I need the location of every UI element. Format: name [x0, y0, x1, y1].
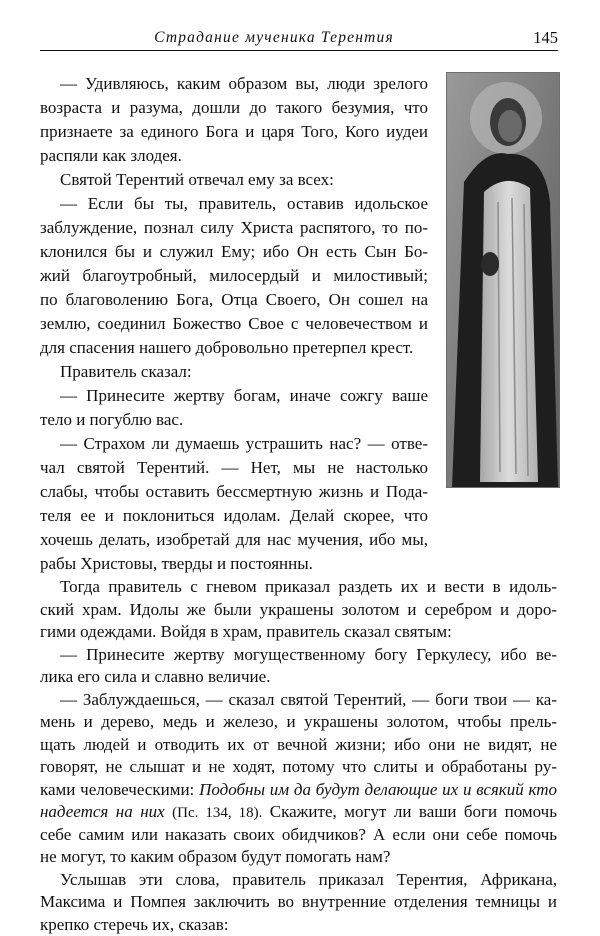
text-line: — Принесите жертву могущественному богу Геркулесу, ибо ве-: [60, 644, 557, 664]
text-line: лика его сила и славно величие.: [40, 667, 271, 686]
text-line: крепко стеречь их, сказав:: [40, 914, 229, 934]
text-line: заблуждение, познал силу Христа распятого, то по-: [40, 218, 428, 237]
saint-hand: [481, 252, 499, 276]
text-line: чал святой Терентий. — Нет, мы не настолько: [40, 458, 428, 477]
text-line: — Принесите жертву богам, иначе сожгу ваше: [60, 386, 428, 405]
text-line: хочешь делать, изобретай для нас мучения, ибо мы,: [40, 530, 428, 549]
text-line: ский храм. Идолы же были украшены золотом и серебром и доро-: [40, 599, 557, 619]
text-line: [40, 801, 557, 823]
text-line: землю, соединил Божество Свое с человечеством и: [40, 314, 428, 333]
text-line: слабы, чтобы оставить бессмертную жизнь и Пода-: [40, 482, 428, 501]
text-line: возраста и разума, дошли до такого безумия, что: [40, 98, 428, 117]
text-line: щать людей и отводить их от вечной жизни; ибо они не видят, не: [40, 734, 557, 754]
text-line: Максима и Помпея заключить во внутренние отделения темницы и: [40, 892, 557, 911]
text-line: Услышав эти слова, правитель приказал Терентия, Африкана,: [60, 869, 557, 889]
text-line: распяли как злодея.: [40, 146, 182, 165]
text-line: гими одеждами. Войдя в храм, правитель сказал святым:: [40, 622, 452, 641]
saint-icon-illustration: [446, 72, 560, 488]
text-line: — Страхом ли думаешь устрашить нас? — отве-: [60, 434, 428, 453]
saint-figure-image: [446, 72, 560, 488]
text-line: признаете за единого Бога и царя Того, Кого иудеи: [40, 122, 428, 141]
text-line: — Удивляюсь, каким образом вы, люди зрелого: [60, 74, 428, 93]
text-line: тело и погублю вас.: [40, 410, 184, 429]
running-title: Страдание мученика Терентия: [154, 29, 394, 46]
page-number: 145: [533, 28, 558, 47]
text-span: ками человеческими:: [40, 779, 195, 799]
text-line: — Если бы ты, правитель, оставив идольское: [60, 194, 428, 213]
text-line: говорят, не слышат и не ходят, потому что слиты и обработаны ру-: [40, 757, 557, 776]
text-line: по благоволению Бога, Отца Своего, Он сошел на: [40, 290, 428, 309]
running-header: [40, 28, 558, 51]
text-line: Тогда правитель с гневом приказал раздеть их и вести в идоль-: [60, 577, 557, 596]
text-line: Святой Терентий отвечал ему за всех:: [60, 170, 334, 189]
text-line: себе самим или наказать своих обидчиков? А если они себе помочь: [40, 824, 557, 844]
text-line: не могут, то каким образом будут помогать нам?: [40, 847, 391, 866]
scripture-reference: (Пс. 134, 18).: [172, 805, 263, 821]
text-line: клонился бы и служил Ему; ибо Он есть Сын Бо-: [40, 242, 428, 261]
text-span: Скажите, могут ли ваши боги помочь: [269, 802, 557, 821]
saint-robe: [480, 181, 538, 482]
text-line: [40, 779, 557, 801]
text-line: мень и дерево, медь и железо, и украшены золотом, чтобы прель-: [40, 712, 557, 731]
text-line: — Заблуждаешься, — сказал святой Терентий, — боги твои — ка-: [60, 689, 557, 709]
text-line: теля ее и поклониться идолам. Делай скорее, что: [40, 506, 428, 525]
text-line: для спасения нашего добровольно претерпел крест.: [40, 338, 414, 357]
psalm-quote: Подобны им да будут делающие их и всякий кто: [199, 779, 558, 799]
saint-face: [498, 110, 522, 142]
text-line: жий благоутробный, милосердый и милостивый;: [40, 266, 428, 285]
text-line: рабы Христовы, тверды и постоянны.: [40, 554, 313, 573]
text-line: Правитель сказал:: [60, 362, 192, 381]
psalm-quote: надеется на них: [40, 802, 165, 821]
